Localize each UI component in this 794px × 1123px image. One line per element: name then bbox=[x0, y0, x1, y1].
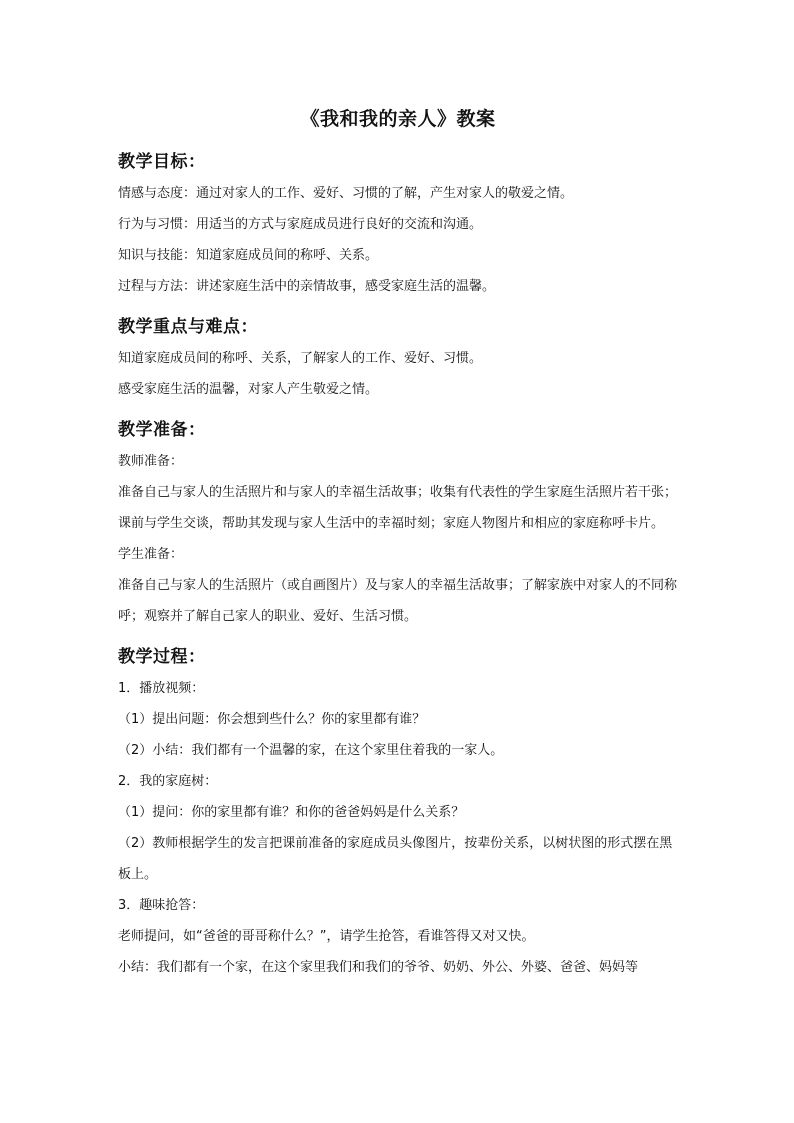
paragraph: 情感与态度：通过对家人的工作、爱好、习惯的了解，产生对家人的敬爱之情。 bbox=[118, 186, 574, 201]
section-heading: 教学过程： bbox=[118, 647, 206, 667]
paragraph: 过程与方法：讲述家庭生活中的亲情故事，感受家庭生活的温馨。 bbox=[118, 279, 496, 294]
section-heading: 教学重点与难点： bbox=[118, 317, 258, 337]
section-preparation bbox=[118, 415, 678, 632]
section-teaching-process bbox=[118, 642, 678, 983]
paragraph: 学生准备： bbox=[118, 547, 184, 562]
paragraph: 知道家庭成员间的称呼、关系，了解家人的工作、爱好、习惯。 bbox=[118, 351, 483, 366]
paragraph: （1）提出问题：你会想到些什么？你的家里都有谁？ bbox=[118, 712, 426, 727]
paragraph: （2）小结：我们都有一个温馨的家，在这个家里住着我的一家人。 bbox=[118, 743, 504, 758]
paragraph: 行为与习惯：用适当的方式与家庭成员进行良好的交流和沟通。 bbox=[118, 217, 483, 232]
paragraph: 2．我的家庭树： bbox=[118, 774, 218, 789]
paragraph: （2）教师根据学生的发言把课前准备的家庭成员头像图片，按辈份关系，以树状图的形式摆在黑板上。 bbox=[118, 836, 673, 882]
section-heading: 教学准备： bbox=[118, 420, 206, 440]
paragraph: （1）提问：你的家里都有谁？和你的爸爸妈妈是什么关系？ bbox=[118, 805, 465, 820]
document-title: 《我和我的亲人》教案 bbox=[300, 108, 496, 130]
document-page bbox=[118, 98, 678, 983]
section-heading: 教学目标： bbox=[118, 152, 206, 172]
paragraph: 3．趣味抢答： bbox=[118, 898, 205, 913]
paragraph: 知识与技能：知道家庭成员间的称呼、关系。 bbox=[118, 248, 379, 263]
paragraph: 教师准备： bbox=[118, 454, 184, 469]
paragraph: 感受家庭生活的温馨，对家人产生敬爱之情。 bbox=[118, 382, 379, 397]
paragraph: 准备自己与家人的生活照片和与家人的幸福生活故事；收集有代表性的学生家庭生活照片若干张；课前与学生交谈，帮助其发现与家人生活中的幸福时刻；家庭人物图片和相应的家庭称呼卡片。 bbox=[118, 485, 678, 531]
section-key-points bbox=[118, 312, 678, 405]
section-teaching-goals bbox=[118, 147, 678, 302]
paragraph: 准备自己与家人的生活照片（或自画图片）及与家人的幸福生活故事；了解家族中对家人的不同称呼；观察并了解自己家人的职业、爱好、生活习惯。 bbox=[118, 578, 678, 624]
paragraph: 老师提问，如“爸爸的哥哥称什么？”，请学生抢答，看谁答得又对又快。 bbox=[118, 929, 535, 944]
paragraph: 小结：我们都有一个家，在这个家里我们和我们的爷爷、奶奶、外公、外婆、爸爸、妈妈等 bbox=[118, 960, 639, 975]
paragraph: 1．播放视频： bbox=[118, 681, 205, 696]
